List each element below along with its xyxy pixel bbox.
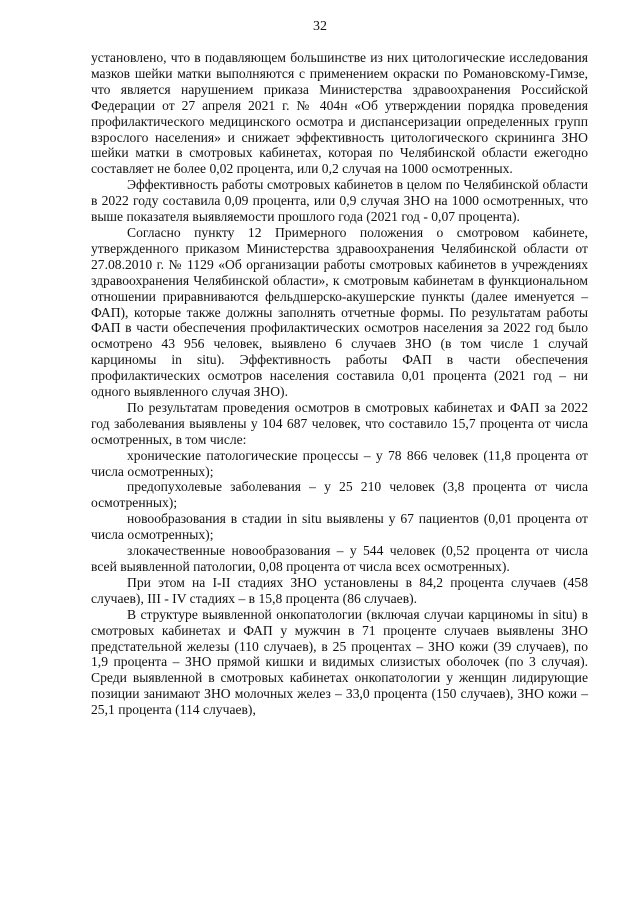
list-item: злокачественные новообразования – у 544 человек (0,52 процента от числа всей выявленной патологии, 0,08 процента от числа всех осмотренных). <box>91 543 588 574</box>
list-item: предопухолевые заболевания – у 25 210 человек (3,8 процента от числа осмотренных); <box>91 479 588 511</box>
list-item: хронические патологические процессы – у 78 866 человек (11,8 процента от числа осмотренных); <box>91 447 588 479</box>
document-body <box>91 50 588 718</box>
list-item: новообразования в стадии in situ выявлены у 67 пациентов (0,01 процента от числа осмотренных); <box>91 511 588 543</box>
paragraph: Согласно пункту 12 Примерного положения о смотровом кабинете, утвержденного приказом Министерства здравоохранения Челябинской области от 27.08.2010 г. № 1129 «Об организации работы смотровых кабинетов в учреждениях здравоохранения Челябинской области», к смотровым кабинетам в функциональном отношении приравниваются фельдшерско-акушерские пункты (далее именуется – ФАП), которые также должны заполнять отчетные формы. По результатам работы ФАП в части обеспечения профилактических осмотров населения за 2022 год было осмотрено 43 956 человек, выявлено 6 случаев ЗНО (в том числе 1 случай карциномы in situ). Эффективность работы ФАП в части обеспечения профилактических осмотров населения составила 0,01 процента (2021 год – ни одного выявленного случая ЗНО). <box>91 224 588 400</box>
paragraph: Эффективность работы смотровых кабинетов в целом по Челябинской области в 2022 году составила 0,09 процента, или 0,9 случая ЗНО на 1000 осмотренных, что выше показателя выявляемости прошлого года (2021 год - 0,07 процента). <box>91 177 588 225</box>
paragraph: установлено, что в подавляющем большинстве из них цитологические исследования мазков шейки матки выполняются с применением окраски по Романовскому-Гимзе, что является нарушением приказа Министерства здравоохранения Российской Федерации от 27 апреля 2021 г. № 404н «Об утверждении порядка проведения профилактического медицинского осмотра и диспансеризации определенных групп взрослого населения» и снижает эффективность цитологического скрининга ЗНО шейки матки в смотровых кабинетах, которая по Челябинской области ежегодно составляет не более 0,02 процента, или 0,2 случая на 1000 осмотренных. <box>91 50 588 177</box>
page-number: 32 <box>313 19 327 34</box>
paragraph: По результатам проведения осмотров в смотровых кабинетах и ФАП за 2022 год заболевания выявлены у 104 687 человек, что составило 15,7 процента от числа осмотренных, в том числе: <box>91 399 588 447</box>
paragraph: При этом на I-II стадиях ЗНО установлены в 84,2 процента случаев (458 случаев), III - IV стадиях – в 15,8 процента (86 случаев). <box>91 574 588 606</box>
paragraph: В структуре выявленной онкопатологии (включая случаи карциномы in situ) в смотровых кабинетах и ФАП у мужчин в 71 проценте случаев выявлены ЗНО предстательной железы (110 случаев), в 25 процентах – ЗНО кожи (39 случаев), по 1,9 процента – ЗНО прямой кишки и видимых слизистых оболочек (по 3 случая). Среди выявленной в смотровых кабинетах онкопатологии у женщин лидирующие позиции занимают ЗНО молочных желез – 33,0 процента (150 случаев), ЗНО кожи – 25,1 процента (114 случаев), <box>91 606 588 718</box>
